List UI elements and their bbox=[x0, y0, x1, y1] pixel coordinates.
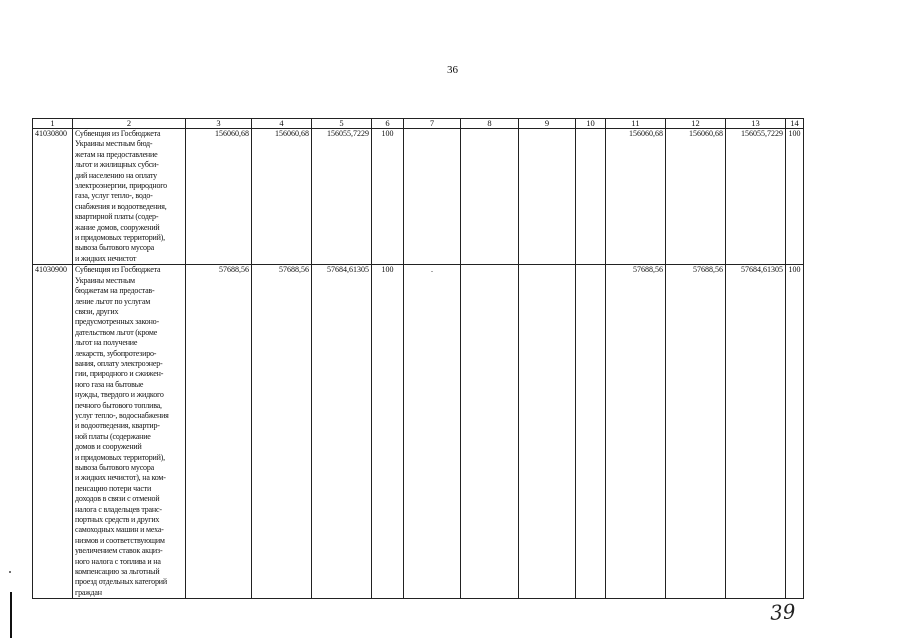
table-row bbox=[33, 129, 804, 265]
column-header: 10 bbox=[576, 119, 606, 129]
cell-col-5: 156055,7229 bbox=[312, 129, 372, 265]
column-header: 8 bbox=[461, 119, 519, 129]
cell-col-6: 100 bbox=[372, 265, 404, 599]
row-description: Субвенция из Госбюджета Украины местным бюд- жетам на предоставление льгот и жилищных субси- дий населению на оплату электроэнергии, природного газа, услуг тепло-, водо- снабжения и водоотведения, квартирной платы (содер- жание домов, сооружений и придомовых территорий), вывоза бытового мусора и жидких нечистот bbox=[73, 129, 186, 265]
column-header: 9 bbox=[519, 119, 576, 129]
column-header: 13 bbox=[726, 119, 786, 129]
column-header: 2 bbox=[73, 119, 186, 129]
column-header: 14 bbox=[786, 119, 804, 129]
cell-col-3: 57688,56 bbox=[186, 265, 252, 599]
cell-col-8 bbox=[461, 265, 519, 599]
cell-col-6: 100 bbox=[372, 129, 404, 265]
column-header: 3 bbox=[186, 119, 252, 129]
cell-col-11: 57688,56 bbox=[606, 265, 666, 599]
column-header: 4 bbox=[252, 119, 312, 129]
column-header: 11 bbox=[606, 119, 666, 129]
budget-table bbox=[32, 118, 804, 599]
cell-col-12: 57688,56 bbox=[666, 265, 726, 599]
cell-col-8 bbox=[461, 129, 519, 265]
column-header: 6 bbox=[372, 119, 404, 129]
cell-col-12: 156060,68 bbox=[666, 129, 726, 265]
cell-col-10 bbox=[576, 129, 606, 265]
scan-margin-line bbox=[10, 592, 12, 638]
cell-col-11: 156060,68 bbox=[606, 129, 666, 265]
cell-col-13: 156055,7229 bbox=[726, 129, 786, 265]
cell-col-14: 100 bbox=[786, 129, 804, 265]
cell-col-3: 156060,68 bbox=[186, 129, 252, 265]
cell-col-4: 57688,56 bbox=[252, 265, 312, 599]
table-row bbox=[33, 265, 804, 599]
cell-col-4: 156060,68 bbox=[252, 129, 312, 265]
column-header: 12 bbox=[666, 119, 726, 129]
row-code: 41030900 bbox=[33, 265, 73, 599]
cell-col-5: 57684,61305 bbox=[312, 265, 372, 599]
cell-col-14: 100 bbox=[786, 265, 804, 599]
cell-col-9 bbox=[519, 265, 576, 599]
table-header-row bbox=[33, 119, 804, 129]
cell-col-7 bbox=[404, 129, 461, 265]
column-header: 1 bbox=[33, 119, 73, 129]
page-number: 36 bbox=[447, 64, 458, 76]
column-header: 7 bbox=[404, 119, 461, 129]
handwritten-page-mark: 39 bbox=[769, 599, 797, 625]
row-code: 41030800 bbox=[33, 129, 73, 265]
column-header: 5 bbox=[312, 119, 372, 129]
cell-col-13: 57684,61305 bbox=[726, 265, 786, 599]
cell-col-7: . bbox=[404, 265, 461, 599]
row-description: Субвенция из Госбюджета Украины местным бюджетам на предостав- ление льгот по услугам связи, других предусмотренных законо- дательством льгот (кроме льгот на получение лекарств, зубопротезиро- вания, оплату электроэнер- гии, природного и сжижен- ного газа на бытовые нужды, твердого и жидкого печного бытового топлива, услуг тепло-, водоснабжения и водоотведения, квартир- ной платы (содержание домов и сооружений и придомовых территорий), вывоза бытового мусора и жидких нечистот), на ком- пенсацию потери части доходов в связи с отменой налога с владельцев транс- портных средств и других самоходных машин и меха- низмов и соответствующим увеличением ставок акциз- ного налога с топлива и на компенсацию за льготный проезд отдельных категорий граждан bbox=[73, 265, 186, 599]
cell-col-9 bbox=[519, 129, 576, 265]
scan-artifact-dot bbox=[9, 571, 11, 573]
cell-col-10 bbox=[576, 265, 606, 599]
